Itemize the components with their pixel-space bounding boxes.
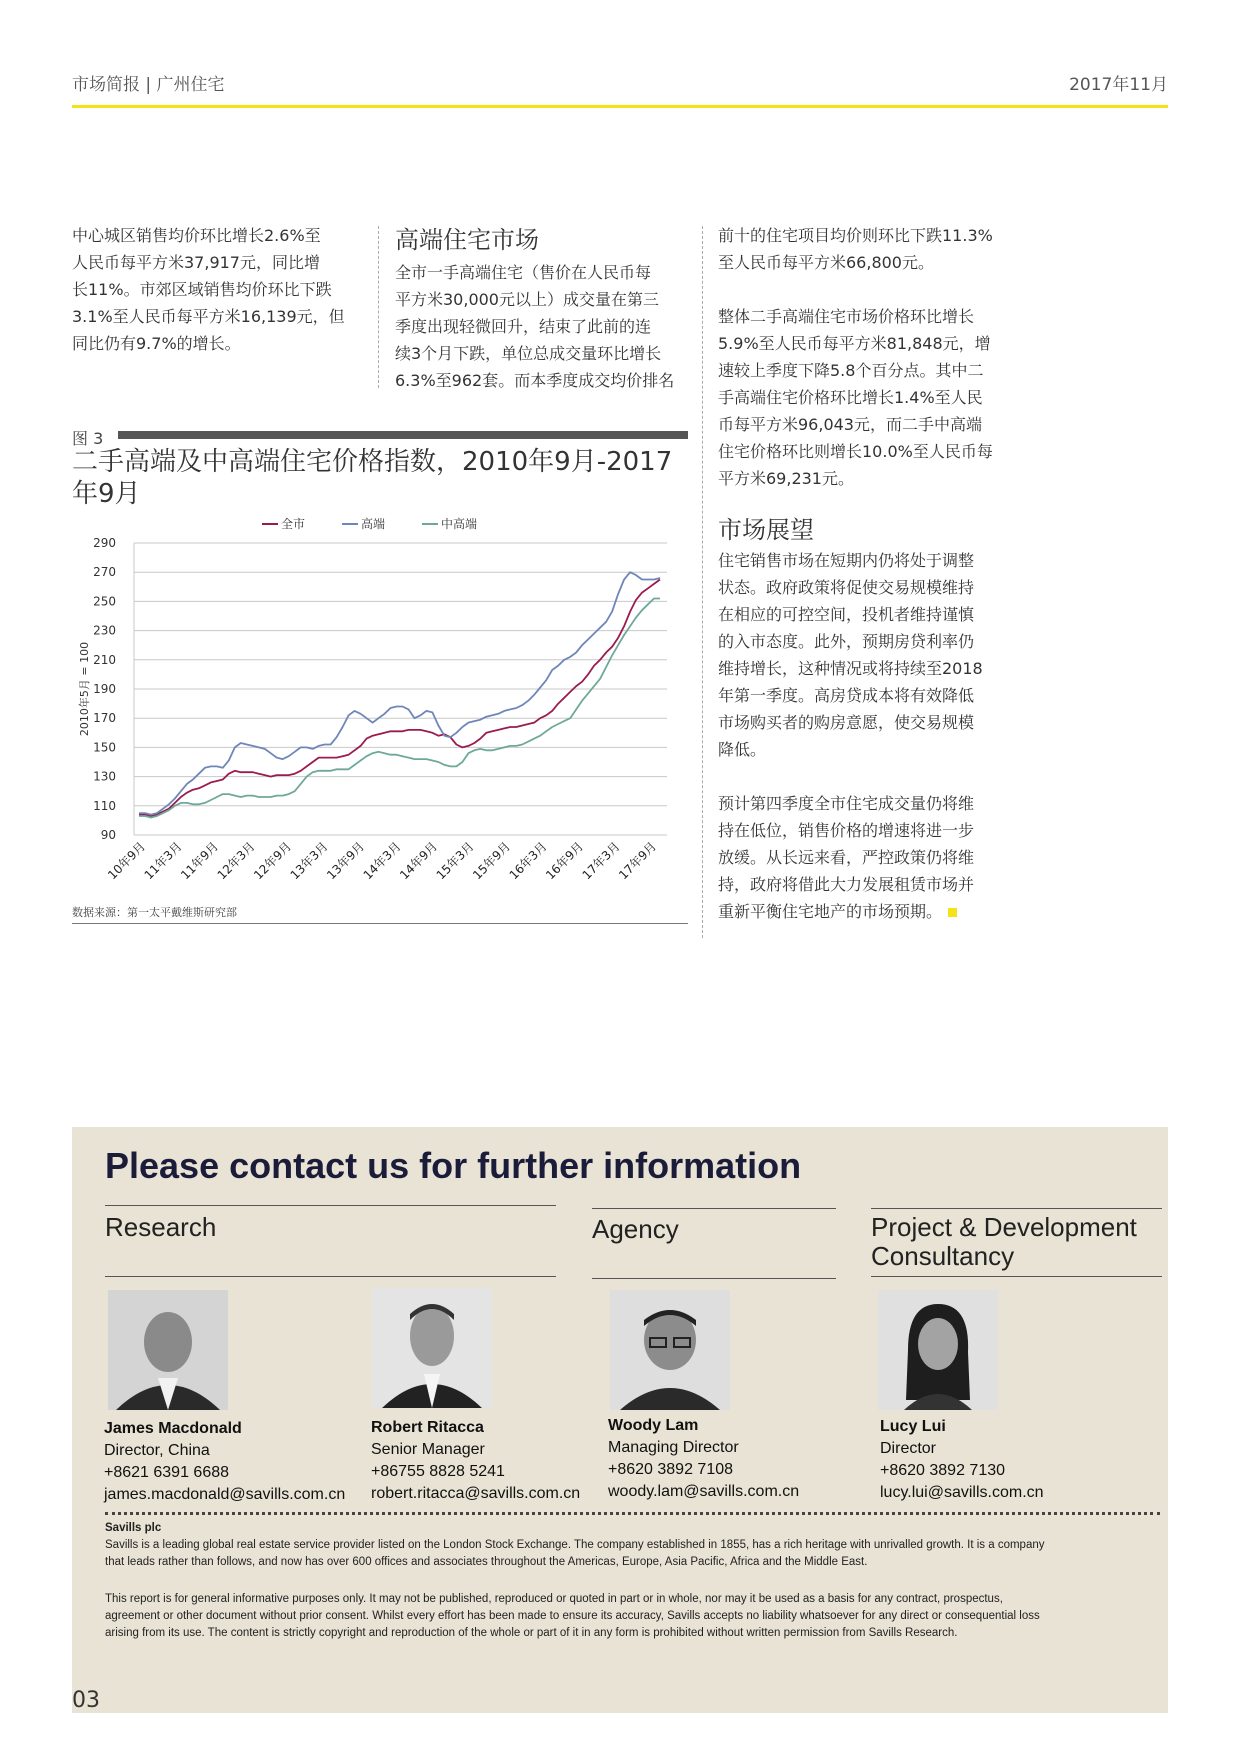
column-divider (378, 226, 379, 388)
agency-heading: Agency (592, 1214, 679, 1244)
contact-phone[interactable]: +8620 3892 7108 (608, 1461, 734, 1478)
figure-title-line: 年9月 (72, 479, 141, 509)
y-tick-label: 90 (100, 828, 116, 842)
x-tick-label: 17年9月 (616, 839, 660, 883)
y-tick-label: 290 (93, 536, 116, 550)
outlook-heading: 市场展望 (718, 516, 814, 544)
y-axis-label: 2010年5月 = 100 (78, 641, 91, 737)
contact-card (608, 1415, 799, 1503)
col3-line: 住宅销售市场在短期内仍将处于调整 (718, 551, 975, 570)
figure-title-line: 二手高端及中高端住宅价格指数，2010年9月-2017 (72, 447, 673, 477)
col1-line: 同比仍有9.7%的增长。 (72, 334, 241, 353)
x-tick-label: 12年9月 (251, 839, 295, 883)
x-tick-label: 15年9月 (470, 839, 514, 883)
col3-block (718, 222, 1018, 925)
y-tick-label: 150 (93, 740, 116, 755)
research-heading: Research (105, 1212, 217, 1242)
contact-card (104, 1418, 345, 1506)
photo-woody-lam (610, 1290, 730, 1410)
col3-line: 整体二手高端住宅市场价格环比增长 (718, 307, 975, 326)
dotted-divider (105, 1512, 1160, 1515)
figure-bottom-rule (72, 923, 688, 924)
col3-line: 平方米69,231元。 (718, 469, 854, 488)
section-rule (592, 1208, 836, 1209)
col1-line: 3.1%至人民币每平方米16,139元，但 (72, 307, 345, 326)
col3-line: 市场购买者的购房意愿，使交易规模 (718, 713, 975, 732)
photo-lucy-lui (878, 1290, 998, 1410)
col3-line: 至人民币每平方米66,800元。 (718, 253, 934, 272)
page-number: 03 (72, 1688, 100, 1713)
y-tick-label: 190 (93, 682, 116, 696)
contact-name: Lucy Lui (880, 1418, 946, 1435)
col3-line: 在相应的可控空间，投机者维持谨慎 (718, 605, 975, 624)
y-tick-label: 110 (93, 798, 116, 813)
section-rule (592, 1278, 836, 1279)
contact-card (371, 1417, 580, 1505)
x-tick-label: 11年9月 (178, 839, 222, 883)
legend-label: 高端 (361, 517, 386, 531)
y-tick-label: 250 (93, 594, 116, 609)
col3-line: 币每平方米96,043元，而二手中高端 (718, 415, 982, 434)
col1-line: 中心城区销售均价环比增长2.6%至 (72, 226, 321, 245)
col3-line: 状态。政府政策将促使交易规模维持 (718, 578, 975, 597)
x-tick-label: 16年9月 (543, 839, 587, 883)
contact-name: Woody Lam (608, 1417, 699, 1434)
figure-label: 图 3 (72, 429, 104, 448)
figure-source: 数据来源：第一太平戴维斯研究部 (72, 906, 237, 919)
col1-line: 人民币每平方米37,917元，同比增 (72, 253, 320, 272)
col2-line: 平方米30,000元以上）成交量在第三 (395, 290, 659, 309)
col2-line: 季度出现轻微回升，结束了此前的连 (395, 317, 652, 336)
contact-name: James Macdonald (104, 1420, 242, 1437)
col3-line: 速较上季度下降5.8个百分点。其中二 (718, 361, 984, 380)
figure-bar (118, 431, 688, 439)
col2-line: 6.3%至962套。而本季度成交均价排名 (395, 371, 675, 390)
header-breadcrumb: 市场简报 | 广州住宅 (72, 75, 225, 95)
col3-line: 年第一季度。高房贷成本将有效降低 (718, 686, 975, 705)
col3-line: 放缓。从长远来看，严控政策仍将维 (718, 848, 975, 867)
legend-label: 全市 (281, 517, 306, 531)
col3-line: 持，政府将借此大力发展租赁市场并 (718, 875, 975, 894)
figure-title (72, 446, 692, 510)
contact-role: Director (880, 1440, 937, 1457)
x-tick-label: 15年3月 (433, 839, 477, 883)
section-rule (105, 1205, 556, 1206)
col2-line: 续3个月下跌，单位总成交量环比增长 (395, 344, 662, 363)
photo-james-macdonald (108, 1290, 228, 1410)
x-tick-label: 13年9月 (324, 839, 368, 883)
col1-line: 长11%。市郊区域销售均价环比下跌 (72, 280, 332, 299)
header-rule (72, 105, 1168, 108)
col3-line: 5.9%至人民币每平方米81,848元，增 (718, 334, 991, 353)
contact-role: Managing Director (608, 1439, 739, 1456)
y-tick-label: 170 (93, 711, 116, 726)
disclaimer (105, 1591, 1165, 1642)
x-tick-label: 16年3月 (506, 839, 550, 883)
savills-about (105, 1520, 1165, 1571)
x-tick-label: 11年3月 (141, 839, 185, 883)
x-tick-label: 17年3月 (579, 839, 623, 883)
col3-line: 降低。 (718, 740, 767, 759)
y-tick-label: 270 (93, 565, 116, 580)
contact-phone[interactable]: +86755 8828 5241 (371, 1463, 505, 1480)
disclaimer-line: This report is for general informative purposes only. It may not be published, reproduced or quoted in part or in whole, nor may it be used as a basis for any contract, prospectus, (105, 1593, 1003, 1605)
contact-email[interactable]: lucy.lui@savills.com.cn (880, 1484, 1044, 1501)
col3-line: 持在低位，销售价格的增速将进一步 (718, 821, 975, 840)
about-line: Savills is a leading global real estate service provider listed on the London Stock Exchange. The company established in 1855, has a rich heritage with unrivalled growth. It is a company (105, 1539, 1045, 1551)
section-rule (871, 1208, 1162, 1209)
contact-title: Please contact us for further information (105, 1145, 802, 1186)
col3-line: 前十的住宅项目均价则环比下跌11.3% (718, 226, 993, 245)
contact-email[interactable]: robert.ritacca@savills.com.cn (371, 1485, 581, 1502)
contact-role: Director, China (104, 1442, 210, 1459)
series-line-中高端 (139, 599, 660, 818)
contact-role: Senior Manager (371, 1441, 485, 1458)
col2-block (395, 220, 685, 394)
y-tick-label: 130 (93, 769, 116, 784)
col3-line: 的入市态度。此外，预期房贷利率仍 (718, 632, 975, 651)
photo-robert-ritacca (372, 1288, 492, 1408)
col3-line: 住宅价格环比则增长10.0%至人民币每 (718, 442, 993, 461)
contact-phone[interactable]: +8621 6391 6688 (104, 1464, 230, 1481)
project-heading-line: Consultancy (871, 1241, 1015, 1271)
contact-email[interactable]: james.macdonald@savills.com.cn (104, 1486, 346, 1503)
project-heading-line: Project & Development (871, 1212, 1137, 1242)
about-line: that leads rather than follows, and now has over 600 offices and associates throughout the Americas, Europe, Asia Pacific, Africa and the Middle East. (105, 1556, 868, 1568)
legend-label: 中高端 (441, 517, 478, 531)
disclaimer-line: agreement or other document without prior consent. Whilst every effort has been made to ensure its accuracy, Savills accepts no liability whatsoever for any direct or consequential loss (105, 1610, 1040, 1622)
contact-phone[interactable]: +8620 3892 7130 (880, 1462, 1006, 1479)
y-tick-label: 230 (93, 623, 116, 638)
y-tick-label: 210 (93, 652, 116, 667)
end-mark-icon (948, 908, 957, 917)
section-rule (871, 1276, 1162, 1277)
x-tick-label: 12年3月 (214, 839, 258, 883)
x-tick-label: 14年9月 (397, 839, 441, 883)
contact-name: Robert Ritacca (371, 1419, 484, 1436)
disclaimer-line: arising from its use. The content is strictly copyright and reproduction of the whole or part of it in any form is prohibited without written permission from Savills Research. (105, 1627, 958, 1639)
col3-line: 手高端住宅价格环比增长1.4%至人民 (718, 388, 983, 407)
section-rule (105, 1276, 556, 1277)
contact-email[interactable]: woody.lam@savills.com.cn (608, 1483, 800, 1500)
x-tick-label: 13年3月 (287, 839, 331, 883)
contact-card (880, 1416, 1044, 1504)
x-tick-label: 14年3月 (360, 839, 404, 883)
col3-line: 维持增长，这种情况或将持续至2018 (718, 659, 983, 678)
price-index-chart (72, 508, 692, 908)
x-tick-label: 10年9月 (105, 839, 149, 883)
series-line-全市 (139, 580, 660, 817)
col3-line: 预计第四季度全市住宅成交量仍将维 (718, 794, 975, 813)
col3-line: 重新平衡住宅地产的市场预期。 (718, 902, 943, 921)
company-name: Savills plc (105, 1522, 162, 1534)
col2-line: 全市一手高端住宅（售价在人民币每 (395, 263, 652, 282)
high-end-heading: 高端住宅市场 (395, 226, 539, 254)
series-line-高端 (139, 572, 660, 814)
col1-paragraph (72, 222, 357, 357)
column-divider (702, 226, 703, 938)
header-date: 2017年11月 (1069, 75, 1168, 95)
